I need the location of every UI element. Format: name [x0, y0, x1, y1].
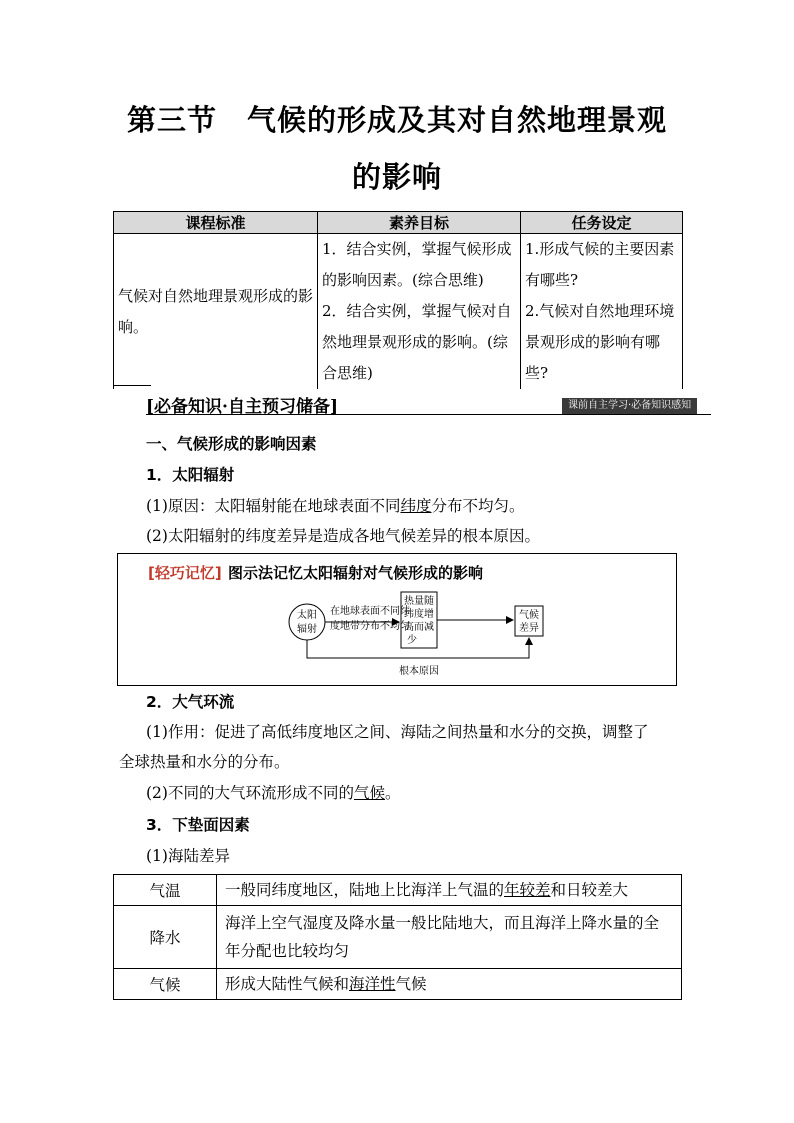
arrow-label: 在地球表面不同纬 — [330, 606, 410, 617]
climate-label: 差异 — [519, 623, 539, 634]
heat-label: 热量随 — [404, 596, 434, 607]
circle-label: 太阳 — [297, 610, 317, 621]
underlined-term: 气候 — [353, 784, 385, 802]
paragraph-solar-cause — [146, 494, 525, 516]
row-key: 气温 — [114, 875, 217, 906]
text-part: 气候 — [395, 975, 427, 993]
subheading-land-sea: (1)海陆差异 — [146, 847, 230, 865]
subheading-circulation: 2．大气环流 — [146, 693, 235, 711]
task-item: 1.形成气候的主要因素有哪些? — [525, 240, 675, 289]
paragraph-solar-difference: (2)太阳辐射的纬度差异是造成各地气候差异的根本原因。 — [146, 527, 540, 545]
text-part: (1)原因：太阳辐射能在地球表面不同 — [146, 497, 401, 515]
text-part: 一般同纬度地区，陆地上比海洋上气温的 — [225, 881, 505, 899]
table-row — [114, 906, 682, 969]
text-part: 形成大陆性气候和 — [225, 975, 350, 993]
tasks-cell — [521, 234, 683, 390]
heat-label: 纬度增 — [404, 609, 434, 620]
underlined-term: 纬度 — [400, 497, 432, 515]
section-heading: [必备知识·自主预习储备] — [146, 397, 339, 417]
memory-box — [117, 553, 677, 686]
table-row — [114, 875, 682, 906]
heat-label: 少 — [407, 635, 417, 646]
row-value — [217, 906, 682, 969]
paragraph-circulation-l2: 全球热量和水分的分布。 — [119, 753, 290, 771]
standard-text: 气候对自然地理景观形成的影响。 — [118, 286, 314, 336]
land-sea-table — [113, 874, 682, 1000]
header-standard: 课程标准 — [114, 212, 318, 234]
row-value — [217, 875, 682, 906]
text-line: 海洋上空气湿度及降水量一般比陆地大，而且海洋上降水量的全 — [225, 914, 660, 932]
page-title-line1: 第三节 气候的形成及其对自然地理景观 — [126, 103, 667, 137]
underlined-term: 海洋性 — [349, 975, 396, 993]
goal-item: 2．结合实例，掌握气候对自然地理景观形成的影响。(综合思维) — [322, 302, 512, 382]
text-part: 和日较差大 — [550, 881, 629, 899]
standard-cell — [114, 234, 318, 390]
task-item: 2.气候对自然地理环境景观形成的影响有哪些? — [525, 302, 675, 382]
row-key: 气候 — [114, 969, 217, 1000]
circle-label: 辐射 — [297, 624, 317, 635]
root-cause-label: 根本原因 — [399, 666, 439, 677]
subheading-surface: 3．下垫面因素 — [146, 816, 250, 834]
curriculum-table — [113, 211, 683, 389]
goals-cell — [318, 234, 521, 390]
page-title-line2: 的影响 — [351, 160, 442, 194]
climate-label: 气候 — [519, 610, 539, 621]
subheading-solar: 1．太阳辐射 — [146, 466, 235, 484]
table-row — [114, 969, 682, 1000]
header-tasks: 任务设定 — [521, 212, 683, 234]
section-tag: 课前自主学习·必备知识感知 — [562, 398, 697, 414]
paragraph-circulation-climate — [146, 781, 401, 803]
table-bottom-stub — [113, 385, 151, 386]
memo-tag: [轻巧记忆] — [148, 564, 222, 582]
header-goals: 素养目标 — [318, 212, 521, 234]
text-part: (2)不同的大气环流形成不同的 — [146, 784, 354, 802]
memo-title: 图示法记忆太阳辐射对气候形成的影响 — [228, 564, 484, 582]
text-part: 分布不均匀。 — [431, 497, 525, 515]
row-value — [217, 969, 682, 1000]
text-line: 年分配也比较均匀 — [225, 942, 350, 960]
arrow-label: 度地带分布不均匀 — [330, 621, 410, 632]
heat-label: 高而减 — [404, 622, 434, 633]
underlined-term: 年较差 — [504, 881, 551, 899]
row-key: 降水 — [114, 906, 217, 969]
paragraph-circulation-l1: (1)作用：促进了高低纬度地区之间、海陆之间热量和水分的交换，调整了 — [146, 723, 649, 741]
solar-climate-diagram — [118, 554, 678, 687]
text-part: 。 — [384, 784, 401, 802]
goal-item: 1．结合实例，掌握气候形成的影响因素。(综合思维) — [322, 240, 512, 289]
section-rule — [146, 414, 711, 415]
heading-factors: 一、气候形成的影响因素 — [146, 435, 317, 453]
